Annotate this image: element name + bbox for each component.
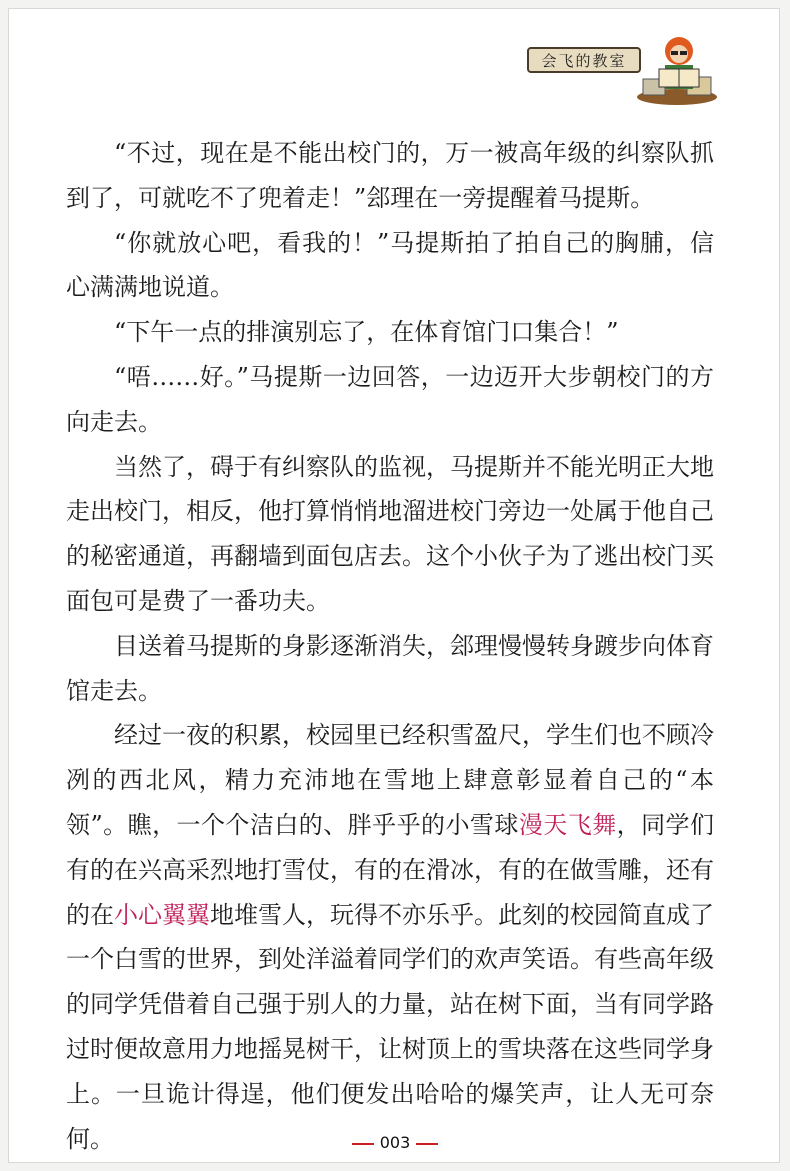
paragraph-text: “下午一点的排演别忘了，在体育馆门口集合！”: [114, 318, 619, 347]
paragraph: [66, 713, 714, 1161]
page-number-dash-right: [416, 1143, 438, 1145]
paragraph: [66, 221, 714, 311]
paragraph: [66, 310, 714, 355]
chapter-body-text: [66, 131, 714, 1161]
paragraph-text: 经过一夜的积累，校园里已经积雪盈尺，学生们也不顾冷冽的西北风，精力充沛地在雪地上肆意彰显着自己的“本领”。瞧，一个个洁白的、胖乎乎的小雪球: [66, 721, 714, 839]
girl-reading-book-illustration: [629, 27, 719, 107]
paragraph-text: 地堆雪人，玩得不亦乐乎。此刻的校园简直成了一个白雪的世界，到处洋溢着同学们的欢声笑语。有些高年级的同学凭借着自己强于别人的力量，站在树下面，当有同学路过时便故意用力地摇晃树干，让树顶上的雪块落在这些同学身上。一旦诡计得逞，他们便发出哈哈的爆笑声，让人无可奈何。: [66, 900, 714, 1153]
book-page: [8, 8, 780, 1163]
paragraph: [66, 624, 714, 714]
highlighted-idiom: 小心翼翼: [114, 900, 210, 929]
paragraph: [66, 131, 714, 221]
paragraph-text: “唔……好。”马提斯一边回答，一边迈开大步朝校门的方向走去。: [66, 362, 714, 436]
paragraph-text: “你就放心吧，看我的！”马提斯拍了拍自己的胸脯，信心满满地说道。: [66, 228, 714, 302]
highlighted-idiom: 漫天飞舞: [518, 810, 617, 839]
paragraph-text: 当然了，碍于有纠察队的监视，马提斯并不能光明正大地走出校门，相反，他打算悄悄地溜进校门旁边一处属于他自己的秘密通道，再翻墙到面包店去。这个小伙子为了逃出校门买面包可是费了一番功夫。: [66, 452, 714, 615]
paragraph: [66, 445, 714, 624]
paragraph-text: ，同学们有的在兴高采烈地打雪仗，有的在滑冰，有的在做雪雕，还有的在: [66, 810, 715, 929]
paragraph-text: “不过，现在是不能出校门的，万一被高年级的纠察队抓到了，可就吃不了兜着走！”郐理在一旁提醒着马提斯。: [66, 139, 714, 212]
page-number-value: 003: [379, 1133, 411, 1152]
page-number: [9, 1133, 781, 1152]
paragraph: [66, 355, 714, 445]
running-header-book-title: 会飞的教室: [527, 47, 641, 73]
paragraph-text: 目送着马提斯的身影逐渐消失，郐理慢慢转身踱步向体育馆走去。: [66, 631, 714, 705]
page-number-dash-left: [352, 1143, 374, 1145]
